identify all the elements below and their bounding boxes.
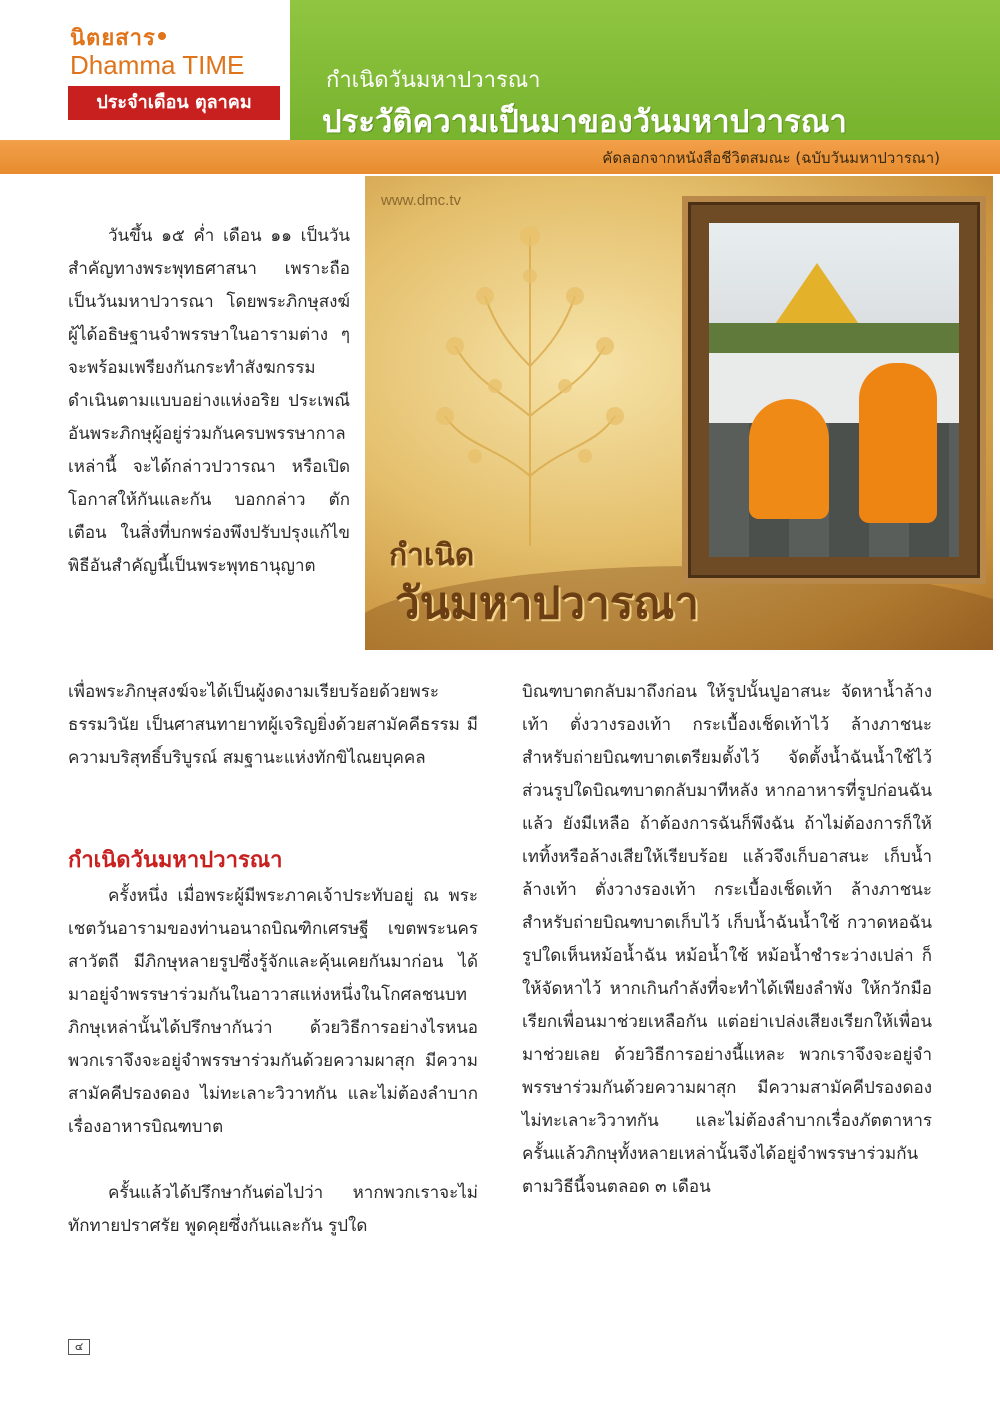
brand-dot-icon (158, 32, 166, 40)
monks-photo (709, 223, 959, 557)
hero-image (365, 176, 993, 650)
body-paragraph-2: ครั้นแล้วได้ปรึกษากันต่อไปว่า หากพวกเราจะไม่ทักทายปราศรัย พูดคุยซึ่งกันและกัน รูปใด (68, 1183, 478, 1236)
article-intro (68, 220, 350, 583)
section-heading: กำเนิดวันมหาปวารณา (68, 848, 283, 873)
body-paragraph-1: ครั้งหนึ่ง เมื่อพระผู้มีพระภาคเจ้าประทับอยู่ ณ พระเชตวันอารามของท่านอนาถบิณฑิกเศรษฐี เขตพระนครสาวัตถี มีภิกษุหลายรูปซึ่งรู้จักและคุ้นเคยกันมาก่อน ได้มาอยู่จำพรรษาร่วมกันในอาวาสแห่งหนึ่งในโกศลชนบท ภิกษุเหล่านั้นได้ปรึกษากันว่า ด้วยวิธีการอย่างไรหนอ พวกเราจึงจะอยู่จำพรรษาร่วมกันด้วยความผาสุก มีความสามัคคีปรองดอง ไม่ทะเลาะวิวาทกัน และไม่ต้องลำบากเรื่องอาหารบิณฑบาต (68, 886, 478, 1137)
magazine-name-english: Dhamma TIME (70, 50, 245, 80)
issue-tag: ประจำเดือน ตุลาคม (68, 86, 280, 120)
right-column (522, 676, 932, 1204)
page-number: ๔ (68, 1339, 90, 1355)
photo-frame (688, 202, 980, 578)
bowing-monk (749, 399, 829, 519)
kneeling-monk (859, 363, 937, 523)
article-intro-continued (68, 676, 478, 775)
article-kicker: กำเนิดวันมหาปวารณา (326, 68, 541, 93)
hero-title-line1: กำเนิด (389, 538, 475, 573)
masthead (0, 0, 1000, 140)
intro-paragraph: วันขึ้น ๑๕ ค่ำ เดือน ๑๑ เป็นวันสำคัญทางพระพุทธศาสนา เพราะถือเป็นวันมหาปวารณา โดยพระภิกษุสงฆ์ผู้ได้อธิษฐานจำพรรษาในอารามต่าง ๆ จะพร้อมเพรียงกันกระทำสังฆกรรม ดำเนินตามแบบอย่างแห่งอริย ประเพณีอันพระภิกษุผู้อยู่ร่วมกันครบพรรษากาลเหล่านี้ จะได้กล่าวปวารณา หรือเปิดโอกาสให้กันและกัน บอกกล่าว ตักเตือน ในสิ่งที่บกพร่องพึงปรับปรุงแก้ไข พิธีอันสำคัญนี้เป็นพระพุทธานุญาต (68, 226, 350, 576)
body-paragraph-3: บิณฑบาตกลับมาถึงก่อน ให้รูปนั้นปูอาสนะ จัดหาน้ำล้างเท้า ตั่งวางรองเท้า กระเบื้องเช็ดเท้าไว้ ล้างภาชนะสำหรับถ่ายบิณฑบาตเตรียมตั้งไว้ จัดตั้งน้ำฉันน้ำใช้ไว้ ส่วนรูปใดบิณฑบาตกลับมาทีหลัง หากอาหารที่รูปก่อนฉันแล้ว ยังมีเหลือ ถ้าต้องการฉันก็พึงฉัน ถ้าไม่ต้องการก็ให้เททิ้งหรือล้างเสียให้เรียบร้อย แล้วจึงเก็บอาสนะ เก็บน้ำล้างเท้า ตั่งวางรองเท้า กระเบื้องเช็ดเท้า ล้างภาชนะสำหรับถ่ายบิณฑบาตเก็บไว้ เก็บน้ำฉันน้ำใช้ กวาดหอฉัน รูปใดเห็นหม้อน้ำฉัน หม้อน้ำใช้ หม้อน้ำชำระว่างเปล่า ก็ให้จัดหาไว้ หากเกินกำลังที่จะทำได้เพียงลำพัง ให้กวักมือเรียกเพื่อนมาช่วยเหลือกัน แต่อย่าเปล่งเสียงเรียกให้เพื่อนมาช่วยเลย ด้วยวิธีการอย่างนี้แหละ พวกเราจึงจะอยู่จำพรรษาร่วมกันด้วยความผาสุก มีความสามัคคีปรองดอง ไม่ทะเลาะวิวาทกัน และไม่ต้องลำบากเรื่องภัตตาหาร ครั้นแล้วภิกษุทั้งหลายเหล่านั้นจึงได้อยู่จำพรรษาร่วมกันตามวิธีนี้จนตลอด ๓ เดือน (522, 682, 932, 1197)
magazine-name-thai: นิตยสาร (70, 26, 156, 51)
source-credit: คัดลอกจากหนังสือชีวิตสมณะ (ฉบับวันมหาปวารณา) (602, 149, 940, 167)
left-column (68, 880, 478, 1243)
hero-title-line2: วันมหาปวารณา (395, 578, 700, 629)
hero-watermark-url: www.dmc.tv (381, 192, 462, 209)
intro-continued-paragraph: เพื่อพระภิกษุสงฆ์จะได้เป็นผู้งดงามเรียบร้อยด้วยพระธรรมวินัย เป็นศาสนทายาทผู้เจริญยิ่งด้วยสามัคคีธรรม มีความบริสุทธิ์บริบูรณ์ สมฐานะแห่งทักขิไณยบุคคล (68, 682, 478, 768)
article-headline: ประวัติความเป็นมาของวันมหาปวารณา (322, 104, 847, 140)
trees-background (709, 323, 959, 353)
brand-box (0, 0, 290, 140)
bodhi-tree-illustration (425, 216, 635, 546)
